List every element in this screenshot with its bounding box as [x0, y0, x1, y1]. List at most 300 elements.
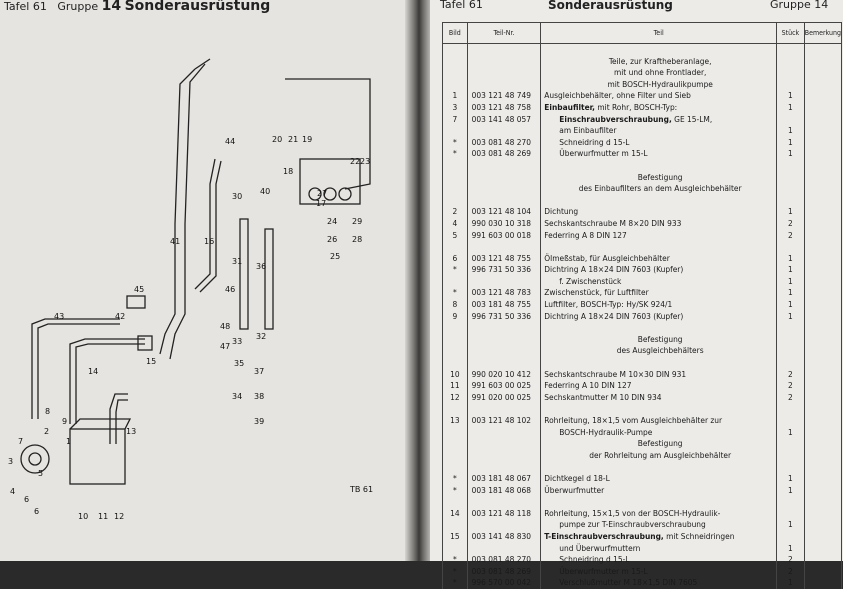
cell-teil-nr	[467, 357, 541, 369]
cell-bemerkung	[804, 334, 841, 346]
cell-bild: *	[443, 148, 468, 160]
cell-bild	[443, 172, 468, 184]
cell-stueck: 2	[777, 230, 805, 242]
cell-teil-nr: 003 141 48 057	[467, 114, 541, 126]
cell-teil-nr	[467, 67, 541, 79]
cell-bemerkung	[804, 230, 841, 242]
svg-text:10: 10	[78, 512, 89, 521]
cell-teil	[541, 450, 777, 462]
cell-teil-text: Dichtung	[544, 206, 579, 217]
cell-bemerkung	[804, 485, 841, 497]
cell-bemerkung	[804, 241, 841, 253]
cell-stueck: 1	[777, 102, 805, 114]
cell-stueck: 1	[777, 253, 805, 265]
table-row	[443, 473, 842, 485]
cell-bild	[443, 450, 468, 462]
cell-bemerkung	[804, 67, 841, 79]
cell-teil	[541, 427, 777, 439]
cell-bild	[443, 519, 468, 531]
cell-teil	[541, 264, 777, 276]
cell-teil	[541, 403, 777, 415]
cell-teil-text: Rohrleitung, 18×1,5 vom Ausgleichbehälter zur	[544, 415, 723, 425]
cell-bild: 12	[443, 392, 468, 404]
cell-stueck	[777, 415, 805, 427]
cell-bemerkung	[804, 473, 841, 485]
cell-stueck	[777, 114, 805, 126]
cell-teil	[541, 322, 777, 334]
svg-text:22: 22	[350, 157, 361, 166]
table-row	[443, 311, 842, 323]
cell-bild: 10	[443, 369, 468, 381]
cell-teil-text: Sechskantschraube M 10×30 DIN 931	[544, 368, 687, 379]
cell-stueck: 2	[777, 392, 805, 404]
col-teil: Teil	[541, 23, 777, 44]
col-bemerkung: Bemerkung	[804, 23, 841, 44]
cell-teil-text: mit und ohne Frontlader,	[613, 67, 707, 78]
cell-bild: 7	[443, 114, 468, 126]
table-row	[443, 67, 842, 79]
cell-bild	[443, 357, 468, 369]
book-gutter	[405, 0, 433, 561]
cell-stueck: 2	[777, 554, 805, 566]
cell-teil	[541, 44, 777, 56]
table-row	[443, 415, 842, 427]
cell-bemerkung	[804, 287, 841, 299]
cell-bemerkung	[804, 206, 841, 218]
cell-bild	[443, 195, 468, 207]
cell-teil-text: mit Rohr, BOSCH-Typ:	[594, 101, 678, 112]
cell-teil-nr: 003 081 48 269	[467, 566, 541, 578]
cell-teil-text: Schneidring d 15-L	[559, 554, 630, 565]
cell-bild	[443, 334, 468, 346]
cell-bemerkung	[804, 438, 841, 450]
cell-teil-text: mit Schneidringen	[663, 530, 735, 541]
svg-text:45: 45	[134, 285, 145, 294]
cell-bemerkung	[804, 380, 841, 392]
cell-stueck	[777, 44, 805, 56]
cell-teil-bold: Einbaufilter,	[544, 101, 595, 112]
cell-teil-text: BOSCH-Hydraulik-Pumpe	[559, 426, 653, 437]
cell-teil-nr	[467, 241, 541, 253]
cell-teil-nr: 003 181 48 068	[467, 485, 541, 497]
cell-teil	[541, 160, 777, 172]
table-row	[443, 485, 842, 497]
cell-bild: 4	[443, 218, 468, 230]
table-row	[443, 357, 842, 369]
cell-bild: *	[443, 473, 468, 485]
svg-text:5: 5	[38, 469, 44, 478]
table-row	[443, 438, 842, 450]
cell-teil-nr	[467, 334, 541, 346]
cell-teil-text: Sechskantschraube M 8×20 DIN 933	[544, 217, 682, 228]
cell-teil-nr	[467, 519, 541, 531]
svg-text:24: 24	[327, 217, 338, 226]
cell-teil-text: des Ausgleichbehälters	[616, 345, 704, 356]
cell-teil	[541, 473, 777, 485]
cell-bemerkung	[804, 554, 841, 566]
cell-bemerkung	[804, 160, 841, 172]
col-teil-nr: Teil-Nr.	[467, 23, 541, 44]
cell-teil	[541, 311, 777, 323]
svg-text:23: 23	[360, 157, 371, 166]
cell-teil-text: pumpe zur T-Einschraubverschraubung	[559, 519, 706, 530]
cell-bemerkung	[804, 392, 841, 404]
svg-text:21: 21	[288, 135, 299, 144]
cell-bemerkung	[804, 543, 841, 555]
cell-teil-nr: 003 141 48 830	[467, 531, 541, 543]
cell-stueck	[777, 79, 805, 91]
left-page	[0, 0, 412, 561]
cell-teil	[541, 125, 777, 137]
drawing-number: TB 61	[350, 485, 374, 494]
table-row	[443, 148, 842, 160]
cell-teil	[541, 508, 777, 520]
table-row	[443, 380, 842, 392]
cell-bemerkung	[804, 345, 841, 357]
cell-stueck	[777, 531, 805, 543]
col-bild: Bild	[443, 23, 468, 44]
cell-stueck	[777, 334, 805, 346]
table-row	[443, 241, 842, 253]
table-row	[443, 508, 842, 520]
cell-teil-text: Rohrleitung, 15×1,5 von der BOSCH-Hydraulik-	[544, 507, 721, 518]
cell-teil	[541, 496, 777, 508]
svg-text:12: 12	[114, 512, 125, 521]
cell-teil	[541, 241, 777, 253]
svg-text:20: 20	[272, 135, 283, 144]
svg-text:17: 17	[316, 199, 327, 208]
cell-teil-nr: 003 121 48 755	[467, 253, 541, 265]
cell-stueck: 2	[777, 218, 805, 230]
cell-bild	[443, 67, 468, 79]
cell-bild: *	[443, 137, 468, 149]
cell-bemerkung	[804, 79, 841, 91]
cell-teil	[541, 218, 777, 230]
cell-teil-nr	[467, 403, 541, 415]
cell-teil-nr	[467, 427, 541, 439]
svg-text:27: 27	[317, 189, 328, 198]
cell-bild	[443, 461, 468, 473]
cell-bild: 5	[443, 230, 468, 242]
table-row	[443, 577, 842, 589]
svg-text:6: 6	[34, 507, 40, 516]
right-gruppe: Gruppe 14	[770, 0, 829, 11]
cell-teil-text: Befestigung	[637, 333, 683, 344]
cell-teil	[541, 357, 777, 369]
cell-stueck: 1	[777, 90, 805, 102]
svg-text:14: 14	[88, 367, 99, 376]
parts-table	[442, 22, 842, 589]
cell-teil	[541, 415, 777, 427]
cell-teil-nr: 003 081 48 269	[467, 148, 541, 160]
cell-teil-text: mit BOSCH-Hydraulikpumpe	[607, 78, 713, 89]
cell-teil-nr: 996 731 50 336	[467, 264, 541, 276]
cell-bemerkung	[804, 218, 841, 230]
cell-teil-text: Überwurfmutter m 15-L	[559, 148, 648, 159]
cell-teil	[541, 195, 777, 207]
svg-text:28: 28	[352, 235, 363, 244]
table-row	[443, 160, 842, 172]
cell-teil-bold: T-Einschraubverschraubung,	[544, 530, 664, 541]
cell-stueck	[777, 438, 805, 450]
cell-teil	[541, 56, 777, 68]
cell-teil-text: Ausgleichbehälter, ohne Filter und Sieb	[544, 90, 691, 101]
table-row	[443, 253, 842, 265]
cell-bild	[443, 125, 468, 137]
table-row	[443, 230, 842, 242]
cell-bemerkung	[804, 461, 841, 473]
cell-teil-nr	[467, 345, 541, 357]
cell-teil-text: am Einbaufilter	[559, 125, 617, 136]
table-row	[443, 206, 842, 218]
table-row	[443, 276, 842, 288]
cell-teil-nr: 003 121 48 749	[467, 90, 541, 102]
cell-bild	[443, 322, 468, 334]
cell-bemerkung	[804, 56, 841, 68]
cell-bild	[443, 543, 468, 555]
cell-teil	[541, 554, 777, 566]
cell-teil-text: Teile, zur Kraftheberanlage,	[608, 55, 712, 66]
cell-bemerkung	[804, 183, 841, 195]
svg-text:39: 39	[254, 417, 265, 426]
cell-teil	[541, 137, 777, 149]
svg-text:44: 44	[225, 137, 236, 146]
cell-stueck	[777, 345, 805, 357]
cell-stueck	[777, 160, 805, 172]
cell-teil-nr: 003 081 48 270	[467, 137, 541, 149]
svg-text:33: 33	[232, 337, 243, 346]
svg-text:35: 35	[234, 359, 245, 368]
cell-teil-text: f. Zwischenstück	[559, 275, 622, 286]
table-row	[443, 566, 842, 578]
table-row	[443, 102, 842, 114]
cell-bemerkung	[804, 450, 841, 462]
table-row	[443, 218, 842, 230]
cell-teil-nr: 003 121 48 783	[467, 287, 541, 299]
cell-bild	[443, 183, 468, 195]
cell-stueck: 1	[777, 577, 805, 589]
cell-stueck: 2	[777, 369, 805, 381]
svg-text:46: 46	[225, 285, 236, 294]
cell-teil-text: Luftfilter, BOSCH-Typ: Hy/SK 924/1	[544, 299, 673, 310]
cell-teil	[541, 90, 777, 102]
cell-bild	[443, 160, 468, 172]
cell-teil-nr	[467, 195, 541, 207]
cell-teil-text: Federring A 10 DIN 127	[544, 380, 632, 391]
cell-teil	[541, 485, 777, 497]
parts-table-header	[443, 23, 842, 44]
hydraulic-exploded-diagram	[0, 14, 405, 561]
cell-teil	[541, 67, 777, 79]
svg-text:31: 31	[232, 257, 243, 266]
cell-bild: *	[443, 485, 468, 497]
cell-bild	[443, 438, 468, 450]
cell-teil-nr	[467, 438, 541, 450]
table-row	[443, 287, 842, 299]
svg-text:32: 32	[256, 332, 267, 341]
svg-text:40: 40	[260, 187, 271, 196]
cell-bemerkung	[804, 253, 841, 265]
cell-bemerkung	[804, 566, 841, 578]
cell-bemerkung	[804, 44, 841, 56]
cell-bemerkung	[804, 299, 841, 311]
cell-stueck	[777, 450, 805, 462]
svg-text:47: 47	[220, 342, 231, 351]
svg-text:29: 29	[352, 217, 363, 226]
cell-stueck: 2	[777, 566, 805, 578]
cell-bemerkung	[804, 496, 841, 508]
table-row	[443, 496, 842, 508]
cell-teil-nr	[467, 125, 541, 137]
cell-teil-nr	[467, 44, 541, 56]
cell-stueck	[777, 241, 805, 253]
cell-bild: 13	[443, 415, 468, 427]
cell-stueck: 1	[777, 427, 805, 439]
cell-bild	[443, 56, 468, 68]
svg-text:48: 48	[220, 322, 231, 331]
svg-text:11: 11	[98, 512, 109, 521]
cell-stueck: 1	[777, 543, 805, 555]
svg-text:6: 6	[24, 495, 30, 504]
cell-teil	[541, 172, 777, 184]
cell-teil-text: GE 15-LM,	[671, 113, 713, 124]
cell-teil-text: Verschlußmutter M 18×1,5 DIN 7605	[559, 577, 698, 588]
left-page-header	[4, 0, 270, 14]
cell-stueck: 1	[777, 206, 805, 218]
cell-teil	[541, 299, 777, 311]
cell-teil-text: Befestigung	[637, 438, 683, 449]
cell-teil	[541, 577, 777, 589]
cell-stueck: 2	[777, 380, 805, 392]
svg-text:34: 34	[232, 392, 243, 401]
cell-stueck	[777, 403, 805, 415]
cell-bild: *	[443, 566, 468, 578]
cell-teil-nr	[467, 461, 541, 473]
table-row	[443, 90, 842, 102]
cell-teil-text: Zwischenstück, für Luftfilter	[544, 287, 649, 298]
cell-bemerkung	[804, 276, 841, 288]
right-page	[430, 0, 843, 588]
cell-teil	[541, 380, 777, 392]
table-row	[443, 450, 842, 462]
cell-bild	[443, 427, 468, 439]
svg-text:3: 3	[8, 457, 14, 466]
cell-stueck	[777, 508, 805, 520]
cell-teil-nr: 991 603 00 018	[467, 230, 541, 242]
cell-stueck: 1	[777, 276, 805, 288]
cell-bild	[443, 403, 468, 415]
cell-teil-text: Befestigung	[637, 171, 683, 182]
cell-bemerkung	[804, 322, 841, 334]
svg-text:26: 26	[327, 235, 338, 244]
svg-text:43: 43	[54, 312, 65, 321]
table-row	[443, 519, 842, 531]
table-row	[443, 554, 842, 566]
cell-bild	[443, 79, 468, 91]
svg-text:8: 8	[45, 407, 51, 416]
cell-stueck: 1	[777, 473, 805, 485]
table-row	[443, 172, 842, 184]
cell-bild: 6	[443, 253, 468, 265]
cell-teil-nr: 996 731 50 336	[467, 311, 541, 323]
table-row	[443, 461, 842, 473]
cell-teil	[541, 148, 777, 160]
left-tafel: Tafel 61	[4, 0, 47, 13]
cell-bemerkung	[804, 531, 841, 543]
cell-teil	[541, 566, 777, 578]
cell-bild: *	[443, 264, 468, 276]
cell-teil-nr: 991 020 00 025	[467, 392, 541, 404]
cell-teil-text: Ölmeßstab, für Ausgleichbehälter	[544, 252, 670, 263]
cell-teil-nr: 991 603 00 025	[467, 380, 541, 392]
table-row	[443, 392, 842, 404]
cell-teil-text: Sechskantmutter M 10 DIN 934	[544, 391, 662, 402]
cell-bemerkung	[804, 508, 841, 520]
cell-bemerkung	[804, 311, 841, 323]
cell-teil	[541, 369, 777, 381]
cell-teil	[541, 334, 777, 346]
cell-teil-nr: 003 081 48 270	[467, 554, 541, 566]
cell-teil-nr	[467, 322, 541, 334]
table-row	[443, 125, 842, 137]
cell-teil-text: Schneidring d 15-L	[559, 136, 630, 147]
cell-bild: 14	[443, 508, 468, 520]
cell-teil	[541, 461, 777, 473]
svg-text:30: 30	[232, 192, 243, 201]
cell-bemerkung	[804, 148, 841, 160]
cell-stueck	[777, 496, 805, 508]
cell-bild: *	[443, 554, 468, 566]
cell-teil-nr: 003 121 48 118	[467, 508, 541, 520]
svg-text:19: 19	[302, 135, 313, 144]
svg-text:37: 37	[254, 367, 265, 376]
svg-text:1: 1	[66, 437, 72, 446]
parts-table-body	[443, 44, 842, 589]
cell-bemerkung	[804, 125, 841, 137]
table-row	[443, 114, 842, 126]
cell-bemerkung	[804, 519, 841, 531]
cell-teil	[541, 392, 777, 404]
cell-teil	[541, 345, 777, 357]
left-gruppe-label: Gruppe	[57, 0, 99, 13]
cell-stueck	[777, 195, 805, 207]
cell-teil	[541, 230, 777, 242]
table-row	[443, 56, 842, 68]
cell-teil	[541, 287, 777, 299]
cell-teil-nr: 003 121 48 102	[467, 415, 541, 427]
svg-text:36: 36	[256, 262, 267, 271]
cell-teil-nr: 990 030 10 318	[467, 218, 541, 230]
cell-bemerkung	[804, 195, 841, 207]
table-row	[443, 403, 842, 415]
cell-bemerkung	[804, 577, 841, 589]
table-row	[443, 427, 842, 439]
cell-teil-nr	[467, 160, 541, 172]
cell-bild: 15	[443, 531, 468, 543]
cell-bemerkung	[804, 114, 841, 126]
cell-bild	[443, 241, 468, 253]
svg-text:4: 4	[10, 487, 16, 496]
cell-stueck	[777, 461, 805, 473]
cell-teil-text: Überwurfmutter	[544, 484, 605, 495]
cell-teil-nr: 996 570 00 042	[467, 577, 541, 589]
svg-text:9: 9	[62, 417, 68, 426]
cell-teil-nr	[467, 450, 541, 462]
cell-bemerkung	[804, 137, 841, 149]
cell-bemerkung	[804, 427, 841, 439]
cell-bemerkung	[804, 403, 841, 415]
cell-stueck	[777, 172, 805, 184]
